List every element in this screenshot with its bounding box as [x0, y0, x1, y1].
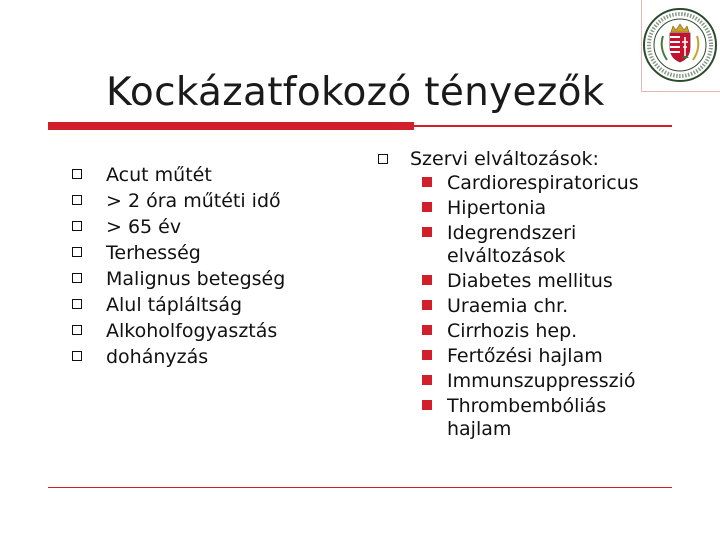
sub-list-item-label: Uraemia chr.: [447, 295, 569, 317]
sub-list-item-label: Hipertonia: [447, 197, 547, 219]
list-item-label: > 65 év: [106, 216, 182, 238]
square-bullet-icon: [378, 154, 388, 164]
sub-list-item: [420, 395, 637, 441]
sub-list-item: [420, 197, 698, 220]
square-bullet-icon: [72, 195, 82, 205]
square-bullet-icon: [72, 299, 82, 309]
university-seal-logo: [641, 6, 719, 84]
list-item-label: Terhesség: [106, 242, 201, 264]
filled-square-bullet-icon: [422, 275, 432, 285]
list-item: [72, 266, 285, 292]
list-item-label: Alkoholfogyasztás: [106, 320, 278, 342]
list-item-label: > 2 óra műtéti idő: [106, 190, 281, 212]
risk-factor-list: [72, 162, 285, 370]
filled-square-bullet-icon: [422, 227, 432, 237]
sub-list-item: [420, 172, 698, 195]
list-item: [72, 162, 285, 188]
footer-divider: [48, 487, 672, 488]
sub-list-item-label: Cardiorespiratoricus: [447, 172, 639, 194]
sub-list-item-label: Immunszuppresszió: [447, 370, 636, 392]
list-item: [72, 214, 285, 240]
list-heading-label: Szervi elváltozások:: [410, 148, 599, 170]
list-item: [72, 344, 285, 370]
list-heading-item: [378, 146, 698, 172]
square-bullet-icon: [72, 247, 82, 257]
sub-list-item: [420, 345, 698, 368]
slide-title: Kockázatfokozó tényezők: [106, 70, 605, 115]
list-item: [72, 240, 285, 266]
list-item: [72, 318, 285, 344]
filled-square-bullet-icon: [422, 177, 432, 187]
square-bullet-icon: [72, 351, 82, 361]
square-bullet-icon: [72, 273, 82, 283]
title-underline-bar: [48, 122, 414, 130]
square-bullet-icon: [72, 221, 82, 231]
list-item-label: dohányzás: [106, 346, 209, 368]
sub-list-item: [420, 270, 698, 293]
sub-list-item-label: Diabetes mellitus: [447, 270, 613, 292]
sub-list-item-label: Thrombembóliás hajlam: [447, 395, 607, 440]
filled-square-bullet-icon: [422, 350, 432, 360]
filled-square-bullet-icon: [422, 375, 432, 385]
sub-list-item-label: Fertőzési hajlam: [447, 345, 603, 367]
filled-square-bullet-icon: [422, 202, 432, 212]
sub-list: [420, 172, 698, 441]
seal-emblem-icon: [641, 6, 719, 84]
filled-square-bullet-icon: [422, 400, 432, 410]
sub-list-item: [420, 295, 698, 318]
title-underline-thin: [414, 125, 672, 127]
sub-list-item: [420, 370, 698, 393]
list-item: [72, 292, 285, 318]
list-item-label: Acut műtét: [106, 164, 212, 186]
sub-list-item-label: Idegrendszeri elváltozások: [447, 222, 577, 267]
list-item-label: Malignus betegség: [106, 268, 286, 290]
filled-square-bullet-icon: [422, 300, 432, 310]
list-item-label: Alul tápláltság: [106, 294, 243, 316]
filled-square-bullet-icon: [422, 325, 432, 335]
sub-list-item-label: Cirrhozis hep.: [447, 320, 578, 342]
sub-list-item: [420, 320, 698, 343]
square-bullet-icon: [72, 169, 82, 179]
list-item: [72, 188, 285, 214]
square-bullet-icon: [72, 325, 82, 335]
sub-list-item: [420, 222, 617, 268]
guide-line: [641, 91, 720, 92]
organ-changes-list: [378, 146, 698, 443]
